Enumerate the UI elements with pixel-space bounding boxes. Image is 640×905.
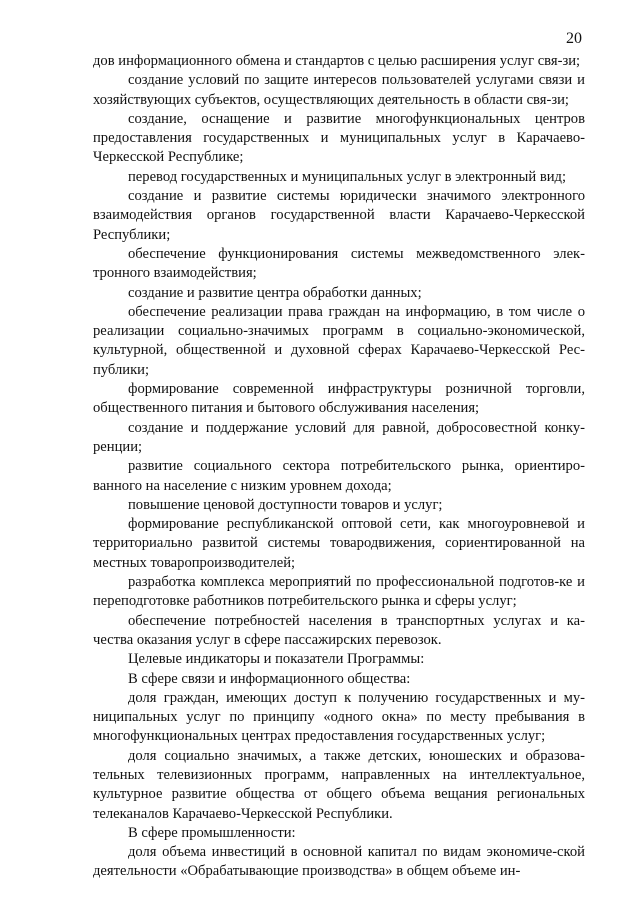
paragraph-data-center: создание и развитие центра обработки данных; [128, 284, 422, 301]
paragraph-retail-infrastructure: формирование современной инфраструктуры розничной торговли, общественного питания и бытового обслуживания населения; [93, 381, 585, 417]
paragraph-industry-sphere: В сфере промышленности: [128, 824, 296, 841]
paragraph-user-protection: создание условий по защите интересов пользователей услугами связи и хозяйствующих субъектов, осуществляющих деятельность в области свя-зи; [93, 72, 585, 108]
paragraph-information-rights: обеспечение реализации права граждан на информацию, в том числе о реализации социально-значимых программ в социально-экономической, культурной, общественной и духовной сферах Карачаево-Черкесской Рес-публики; [93, 303, 585, 378]
paragraph-competition: создание и поддержание условий для равной, добросовестной конку-ренции; [93, 419, 585, 455]
paragraph-tv-programs-share: доля социально значимых, а также детских, юношеских и образова-тельных телевизионных программ, направленных на интеллектуальное, культурное развитие общества от общего объема вещания региональных телеканалов Карачаево-Черкесской Республики. [93, 747, 585, 822]
paragraph-transport: обеспечение потребностей населения в транспортных услугах и ка-чества оказания услуг в сфере пассажирских перевозок. [93, 612, 585, 648]
page-number: 20 [566, 30, 582, 47]
paragraph-electronic-services: перевод государственных и муниципальных услуг в электронный вид; [128, 168, 566, 185]
document-body [93, 52, 585, 882]
paragraph-mfc-creation: создание, оснащение и развитие многофункциональных центров предоставления государственных и муниципальных услуг в Карачаево-Черкесской Республике; [93, 110, 585, 166]
paragraph-price-accessibility: повышение ценовой доступности товаров и услуг; [128, 496, 443, 513]
paragraph-one-window-share: доля граждан, имеющих доступ к получению государственных и му-ниципальных услуг по принципу «одного окна» по месту пребывания в многофункциональных центрах предоставления государственных услуг; [93, 689, 585, 745]
paragraph-wholesale-network: формирование республиканской оптовой сети, как многоуровневой и территориально развитой системы товародвижения, сориентированной на местных товаропроизводителей; [93, 516, 585, 571]
paragraph-continuation: дов информационного обмена и стандартов с целью расширения услуг свя-зи; [93, 53, 581, 69]
paragraph-legal-interaction: создание и развитие системы юридически значимого электронного взаимодействия органов государственной власти Карачаево-Черкесской Республики; [93, 188, 585, 243]
paragraph-training: разработка комплекса мероприятий по профессиональной подготов-ке и переподготовке работников потребительского рынка и сферы услуг; [93, 574, 585, 610]
paragraph-indicators-heading: Целевые индикаторы и показатели Программы: [128, 651, 425, 668]
paragraph-communications-sphere: В сфере связи и информационного общества: [128, 670, 411, 687]
paragraph-investment-share: доля объема инвестиций в основной капитал по видам экономиче-ской деятельности «Обрабатывающие производства» в общем объеме ин- [93, 844, 585, 880]
paragraph-social-sector: развитие социального сектора потребительского рынка, ориентиро-ванного на население с низким уровнем дохода; [93, 458, 585, 494]
paragraph-interdepartmental-system: обеспечение функционирования системы межведомственного элек-тронного взаимодействия; [93, 245, 585, 282]
